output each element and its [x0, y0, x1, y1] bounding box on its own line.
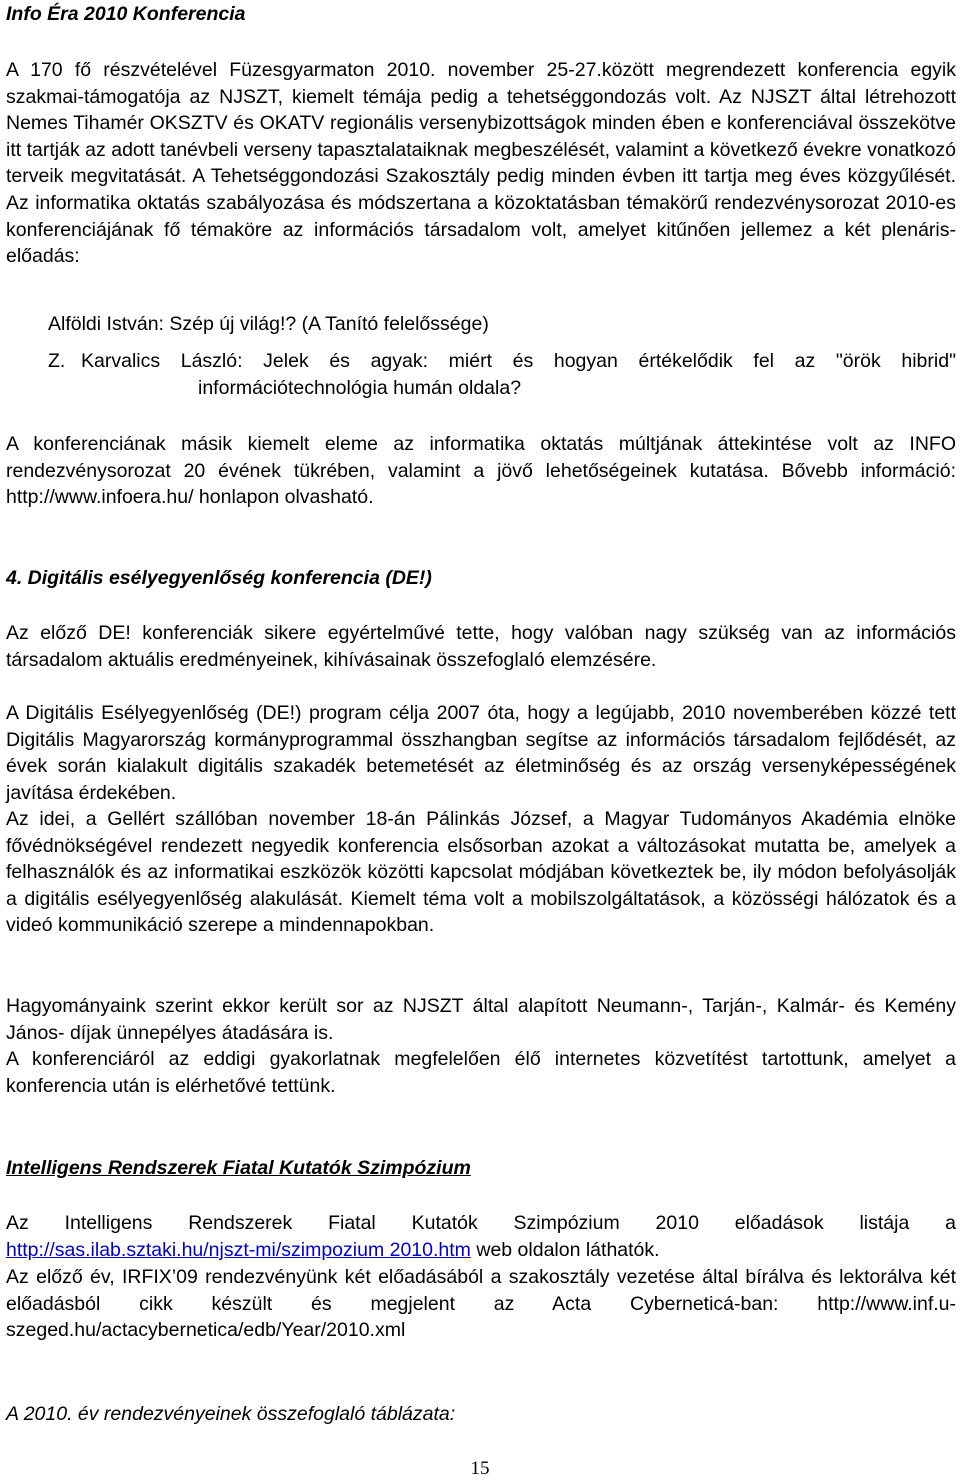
symposium-link-suffix: web oldalon láthatók.	[470, 1239, 660, 1261]
paragraph-de-intro: Az előző DE! konferenciák sikere egyértelművé tette, hogy valóban nagy szükség van az információs társadalom aktuális eredményeinek, kihívásainak összefoglaló elemzésére.	[6, 622, 956, 671]
paragraph-irfix: Az előző év, IRFIX’09 rendezvényünk két előadásából a szakosztály vezetése által bírálva és lektorálva két előadásból cikk készült és megjelent az Acta Cyberneticá-ban: http://www.inf.u-szeged.hu/actacybernetica/edb/Year/2010.xml	[6, 1266, 956, 1342]
symposium-link[interactable]: http://sas.ilab.sztaki.hu/njszt-mi/szimpozium 2010.htm	[6, 1239, 471, 1261]
paragraph-symposium-list-line2	[6, 1237, 660, 1264]
talk-karvalics-prefix: Z.	[48, 350, 66, 372]
paragraph-info-era: A 170 fő részvételével Füzesgyarmaton 2010. november 25-27.között megrendezett konferencia egyik szakmai-támogatója az NJSZT, kiemelt témája pedig a tehetséggondozás volt. Az NJSZT által létrehozott Nemes Tihamér OKSZTV és OKATV regionális versenybizottságok minden ében e konferenciával összekötve itt tartják az adott tanévbeli verseny tapasztalataiknak megbeszélését, valamint a következő évekre vonatkozó terveik megvitatását. A Tehetséggondozási Szakosztály pedig minden évben itt tartja meg éves közgyűlését. Az informatika oktatás szabályozása és módszertana a közoktatásban témakörű rendezvénysorozat 2010-es konferenciájának fő témaköre az információs társadalom volt, amelyet kitűnően jellemez a két plenáris-előadás:	[6, 59, 956, 268]
paragraph-info-history: A konferenciának másik kiemelt eleme az informatika oktatás múltjának áttekintése volt az INFO rendezvénysorozat 20 évének tükrében, valamint a jövő lehetőségeinek kutatása. Bővebb információ: http://www.infoera.hu/ honlapon olvasható.	[6, 433, 956, 509]
page-number: 15	[470, 1458, 490, 1479]
summary-table-caption: A 2010. év rendezvényeinek összefoglaló táblázata:	[6, 1403, 456, 1425]
paragraph-awards: Hagyományaink szerint ekkor került sor az NJSZT által alapított Neumann-, Tarján-, Kalmár- és Kemény János- díjak ünnepélyes átadására is.	[6, 995, 956, 1044]
paragraph-de-program: A Digitális Esélyegyenlőség (DE!) program célja 2007 óta, hogy a legújabb, 2010 novemberében közzé tett Digitális Magyarország kormányprogrammal összhangban segítse az információs társadalom fejlődését, az évek során kialakult digitális szakadék betemetését az életminőség és az ország versenyképességének javítása érdekében.	[6, 702, 956, 804]
talk-karvalics-line1: Karvalics László: Jelek és agyak: miért és hogyan értékelődik fel az "örök hibrid"	[81, 350, 956, 372]
paragraph-de-gellert: Az idei, a Gellért szállóban november 18-án Pálinkás József, a Magyar Tudományos Akadémia elnöke fővédnökségével rendezett negyedik konferencia elsősorban azokat a változásokat mutatta be, amelyek a felhasználók és az informatikai eszközök közötti kapcsolat módjában következtek be, ily módon befolyásolják a digitális esélyegyenlőség alakulását. Kiemelt téma volt a mobilszolgáltatások, a közösségi hálózatok és a videó kommunikáció szerepe a mindennapokban.	[6, 808, 956, 937]
talk-alfoldi: Alföldi István: Szép új világ!? (A Tanító felelőssége)	[48, 313, 489, 335]
heading-de-conference: 4. Digitális esélyegyenlőség konferencia (DE!)	[6, 567, 432, 589]
paragraph-broadcast: A konferenciáról az eddigi gyakorlatnak megfelelően élő internetes közvetítést tartottunk, amelyet a konferencia után is elérhetővé tettünk.	[6, 1048, 956, 1097]
talk-karvalics-line2: információtechnológia humán oldala?	[198, 377, 522, 399]
heading-info-era: Info Éra 2010 Konferencia	[6, 3, 246, 25]
heading-irfk-symposium: Intelligens Rendszerek Fiatal Kutatók Szimpózium	[6, 1157, 471, 1179]
paragraph-symposium-list-line1: Az Intelligens Rendszerek Fiatal Kutatók Szimpózium 2010 előadások listája a	[6, 1212, 956, 1234]
